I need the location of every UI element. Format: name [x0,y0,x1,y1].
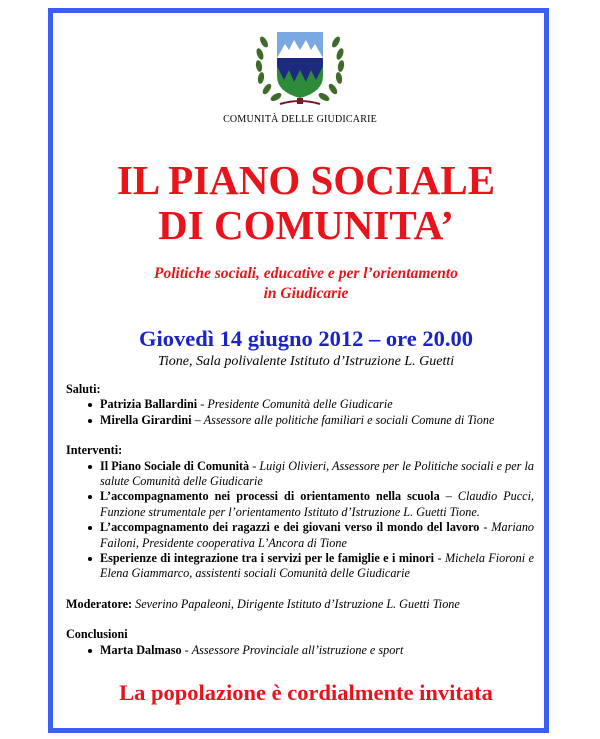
saluti-heading: Saluti: [66,382,101,396]
coat-of-arms-icon [250,28,350,110]
separator: – [439,489,458,504]
talk-speaker: Michela Fioroni e Elena Giammarco, assistenti sociali Comunità delle Giudicarie [100,551,534,581]
list-item [100,551,534,582]
person-name: Patrizia Ballardini [100,397,198,412]
subtitle [6,264,600,304]
title-line-2: DI COMUNITA’ [158,202,454,248]
separator: - [479,520,492,535]
person-name: Marta Dalmaso [100,642,182,657]
program [66,382,534,673]
list-item [100,413,534,428]
interventi-heading: Interventi: [66,443,123,458]
conclusioni-heading: Conclusioni [66,627,128,642]
event-place: Tione, Sala polivalente Istituto d’Istruzione L. Guetti [157,354,455,369]
separator: - [181,642,192,657]
talk-topic: L’accompagnamento dei ragazzi e dei giovani verso il mondo del lavoro [100,520,480,535]
subtitle-line-2: in Giudicarie [263,285,349,302]
separator: - [434,551,445,566]
person-role: Assessore alle politiche familiari e sociali Comune di Tione [203,412,495,427]
talk-topic: Esperienze di integrazione tra i servizi per le famiglie e i minori [100,551,435,566]
list-item [100,489,534,520]
list-item [100,459,534,490]
talk-speaker: Mariano Failoni, Presidente cooperativa L’Ancora di Tione [100,520,535,550]
person-role: Presidente Comunità delle Giudicarie [207,397,393,412]
page-title [6,158,600,248]
talk-speaker: Claudio Pucci, Funzione strumentale per l’orientamento Istituto d’Istruzione L. Guetti Tione. [100,489,535,519]
title-line-1: IL PIANO SOCIALE [116,157,496,203]
list-item [100,643,534,658]
person-name: Mirella Girardini [100,412,192,427]
moderator [66,597,534,612]
separator: – [191,412,204,427]
moderator-text: Severino Papaleoni, Dirigente Istituto d’Istruzione L. Guetti Tione [132,596,460,611]
event-date: Giovedì 14 giugno 2012 – ore 20.00 [139,326,473,351]
conclusioni-list [66,643,534,658]
separator: - [249,458,260,473]
talk-topic: Il Piano Sociale di Comunità [100,458,250,473]
moderator-label: Moderatore: [66,596,133,611]
organization-name: COMUNITÀ DELLE GIUDICARIE [223,114,377,125]
separator: - [197,397,208,412]
list-item [100,520,534,551]
subtitle-line-1: Politiche sociali, educative e per l’orientamento [154,265,458,282]
saluti-list [66,397,534,428]
talk-speaker: Luigi Olivieri, Assessore per le Politiche sociali e per la salute Comunità delle Giudicarie [100,458,534,489]
invitation: La popolazione è cordialmente invitata [119,680,493,705]
talk-topic: L’accompagnamento nei processi di orientamento nella scuola [100,489,440,504]
interventi-list [66,459,534,582]
person-role: Assessore Provinciale all’istruzione e sport [191,642,404,657]
list-item [100,397,534,412]
